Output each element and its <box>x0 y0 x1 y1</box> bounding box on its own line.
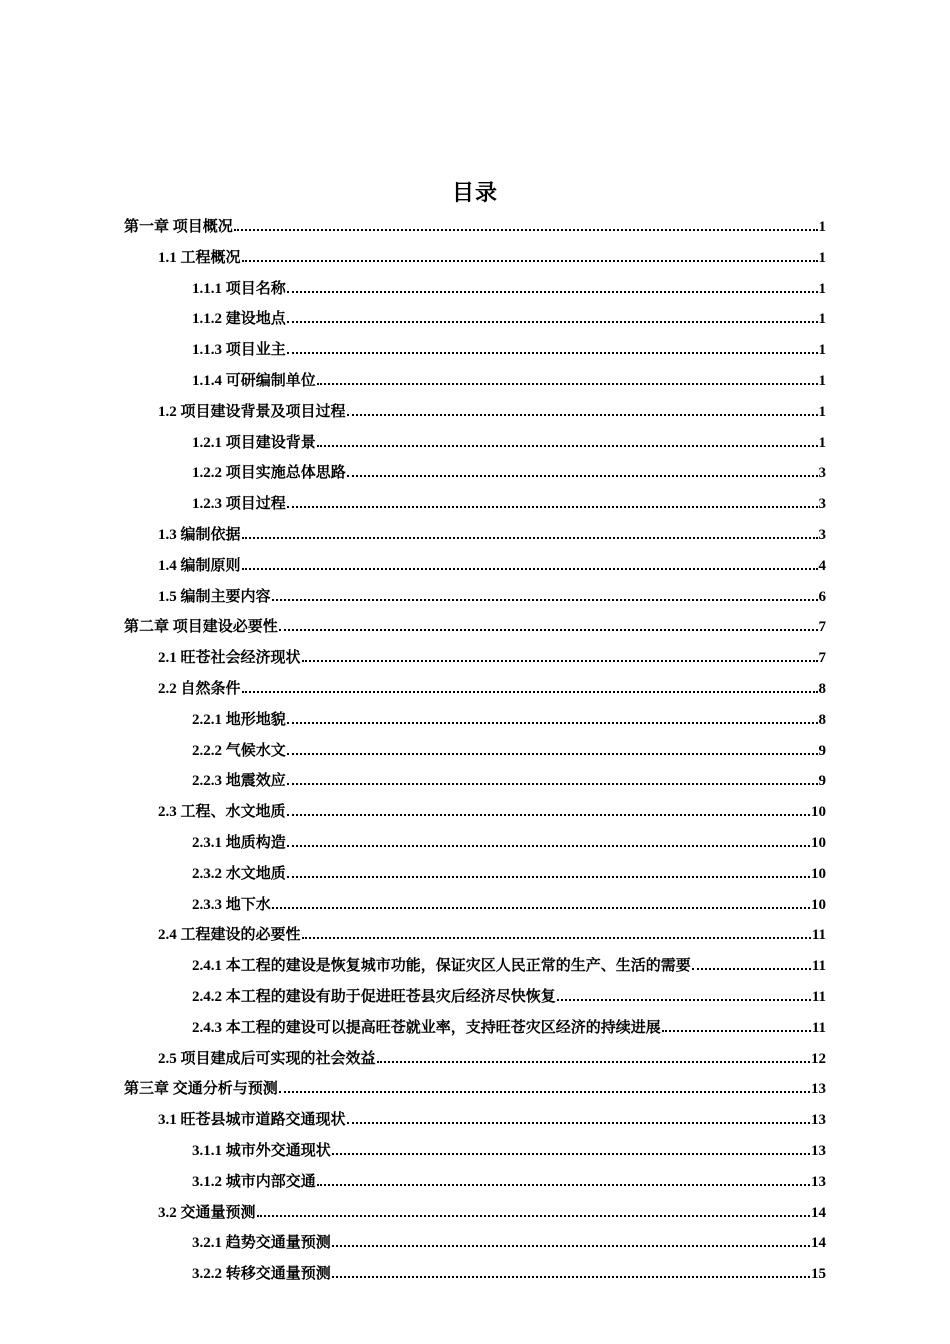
toc-entry-page-number: 9 <box>818 773 826 790</box>
toc-entry-label: 2.4 工程建设的必要性 <box>158 927 301 944</box>
toc-entry-page-number: 11 <box>811 927 826 944</box>
toc-entry-page-number: 10 <box>811 835 826 851</box>
toc-entry[interactable] <box>192 1259 826 1283</box>
toc-dot-leader <box>234 229 818 231</box>
toc-entry[interactable] <box>158 643 826 667</box>
toc-entry[interactable] <box>158 243 826 267</box>
toc-dot-leader <box>287 845 810 847</box>
toc-entry[interactable] <box>158 582 826 606</box>
toc-entry-label: 3.1.1 城市外交通现状 <box>192 1143 331 1159</box>
toc-dot-leader <box>557 999 811 1001</box>
toc-entry-label: 2.2.2 气候水文 <box>192 742 286 759</box>
toc-dot-leader <box>287 783 818 785</box>
toc-entry-label: 2.2.3 地震效应 <box>192 773 286 790</box>
toc-dot-leader <box>257 1215 810 1217</box>
toc-entry[interactable] <box>192 1136 826 1160</box>
toc-entry-page-number: 1 <box>818 219 826 235</box>
toc-dot-leader <box>332 1153 810 1155</box>
toc-entry-label: 1.1.3 项目业主 <box>192 342 286 359</box>
toc-entry[interactable] <box>158 1105 826 1129</box>
toc-entry[interactable] <box>158 551 826 575</box>
toc-entry[interactable] <box>192 859 826 883</box>
toc-entry-page-number: 12 <box>811 1050 826 1067</box>
toc-entry-label: 3.1 旺苍县城市道路交通现状 <box>158 1112 346 1129</box>
toc-entry[interactable] <box>192 766 826 790</box>
toc-entry-label: 3.1.2 城市内部交通 <box>192 1173 316 1190</box>
toc-dot-leader <box>347 475 818 477</box>
toc-entry-label: 2.1 旺苍社会经济现状 <box>158 650 301 667</box>
toc-entry-page-number: 7 <box>818 619 826 636</box>
toc-dot-leader <box>279 1091 810 1093</box>
toc-entry[interactable] <box>192 1013 826 1037</box>
toc-entry[interactable] <box>192 1228 826 1252</box>
toc-entry-label: 1.3 编制依据 <box>158 527 241 543</box>
toc-entry[interactable] <box>124 612 826 636</box>
toc-dot-leader <box>279 629 818 631</box>
toc-dot-leader <box>317 445 818 447</box>
toc-entry[interactable] <box>192 705 826 729</box>
toc-entry-label: 1.1 工程概况 <box>158 249 241 266</box>
toc-dot-leader <box>347 414 818 416</box>
toc-entry-page-number: 1 <box>818 280 826 297</box>
toc-dot-leader <box>332 1276 810 1278</box>
toc-entry[interactable] <box>192 366 826 390</box>
toc-title: 目录 <box>451 180 498 205</box>
toc-entry-page-number: 1 <box>818 249 826 266</box>
toc-entry-page-number: 13 <box>811 1143 826 1159</box>
toc-entry[interactable] <box>158 674 826 698</box>
toc-entry[interactable] <box>192 304 826 328</box>
toc-entry-page-number: 1 <box>818 311 826 328</box>
toc-entry[interactable] <box>192 890 826 914</box>
toc-entry-page-number: 11 <box>811 958 826 975</box>
toc-entry[interactable] <box>192 736 826 760</box>
toc-entry[interactable] <box>192 828 826 852</box>
toc-entry-page-number: 3 <box>818 496 826 513</box>
toc-entry[interactable] <box>192 335 826 359</box>
toc-dot-leader <box>287 352 818 354</box>
toc-dot-leader <box>317 1184 810 1186</box>
toc-entry-label: 2.3.1 地质构造 <box>192 835 286 851</box>
toc-entry-label: 1.5 编制主要内容 <box>158 588 271 605</box>
toc-entry-label: 2.5 项目建成后可实现的社会效益 <box>158 1050 376 1067</box>
toc-entry-label: 2.3 工程、水文地质 <box>158 804 286 821</box>
toc-dot-leader <box>242 568 818 570</box>
toc-entry-label: 1.2.1 项目建设背景 <box>192 434 316 451</box>
toc-entry-page-number: 9 <box>818 742 826 759</box>
toc-entry-page-number: 1 <box>818 403 826 420</box>
toc-entry[interactable] <box>192 428 826 452</box>
toc-dot-leader <box>272 599 818 601</box>
toc-entry-label: 第二章 项目建设必要性 <box>124 619 278 636</box>
toc-entry[interactable] <box>158 1044 826 1068</box>
toc-entry-label: 2.3.2 水文地质 <box>192 865 286 882</box>
toc-entry-page-number: 10 <box>811 896 826 913</box>
toc-dot-leader <box>302 660 818 662</box>
toc-entry-page-number: 3 <box>818 465 826 482</box>
toc-entry-page-number: 6 <box>818 588 826 605</box>
toc-dot-leader <box>332 1245 810 1247</box>
toc-entry-page-number: 1 <box>818 373 826 389</box>
toc-entry[interactable] <box>192 951 826 975</box>
toc-entry-label: 1.1.2 建设地点 <box>192 311 286 328</box>
toc-entry-page-number: 7 <box>818 650 826 667</box>
toc-entry[interactable] <box>192 274 826 298</box>
toc-entry-page-number: 8 <box>818 681 826 697</box>
toc-entry[interactable] <box>124 1074 826 1098</box>
toc-entry-label: 1.2.3 项目过程 <box>192 496 286 513</box>
toc-dot-leader <box>287 814 810 816</box>
toc-dot-leader <box>662 1030 811 1032</box>
toc-entry-page-number: 14 <box>811 1235 826 1252</box>
toc-dot-leader <box>287 291 818 293</box>
toc-entry-label: 1.2 项目建设背景及项目过程 <box>158 403 346 420</box>
toc-dot-leader <box>287 722 818 724</box>
toc-dot-leader <box>287 753 818 755</box>
toc-entry-label: 3.2 交通量预测 <box>158 1204 256 1221</box>
toc-entry-page-number: 1 <box>818 342 826 359</box>
toc-entry[interactable] <box>192 458 826 482</box>
toc-entry-label: 2.4.1 本工程的建设是恢复城市功能，保证灾区人民正常的生产、生活的需要 <box>192 958 691 975</box>
toc-entry-page-number: 10 <box>811 865 826 882</box>
toc-entry[interactable] <box>158 797 826 821</box>
toc-entry[interactable] <box>124 212 826 236</box>
toc-entry[interactable] <box>158 397 826 421</box>
toc-dot-leader <box>287 506 818 508</box>
toc-entry-page-number: 13 <box>811 1112 826 1129</box>
toc-entry-label: 1.1.1 项目名称 <box>192 280 286 297</box>
toc-entry-label: 1.4 编制原则 <box>158 557 241 574</box>
toc-entry-label: 3.2.2 转移交通量预测 <box>192 1266 331 1283</box>
toc-entry-page-number: 13 <box>811 1081 826 1098</box>
toc-entry[interactable] <box>192 1167 826 1191</box>
toc-entry-label: 1.1.4 可研编制单位 <box>192 373 316 389</box>
toc-entry[interactable] <box>192 489 826 513</box>
toc-dot-leader <box>302 937 811 939</box>
toc-entry-label: 2.4.2 本工程的建设有助于促进旺苍县灾后经济尽快恢复 <box>192 989 556 1005</box>
toc-entry[interactable] <box>158 920 826 944</box>
toc-dot-leader <box>272 907 810 909</box>
toc-entry-page-number: 15 <box>811 1266 826 1283</box>
toc-entry-label: 1.2.2 项目实施总体思路 <box>192 465 346 482</box>
toc-entry-page-number: 13 <box>811 1173 826 1190</box>
toc-entry-page-number: 1 <box>818 434 826 451</box>
toc-entry-label: 第三章 交通分析与预测 <box>124 1081 278 1098</box>
toc-entry[interactable] <box>192 982 826 1006</box>
toc-dot-leader <box>242 691 818 693</box>
toc-entry-page-number: 8 <box>818 711 826 728</box>
toc-entry-page-number: 14 <box>811 1204 826 1221</box>
toc-dot-leader <box>287 876 810 878</box>
toc-entry[interactable] <box>158 1198 826 1222</box>
toc-dot-leader <box>287 321 818 323</box>
toc-entry-label: 第一章 项目概况 <box>124 219 233 235</box>
toc-entry-page-number: 11 <box>811 989 826 1005</box>
toc-entry-page-number: 3 <box>818 527 826 543</box>
toc-entry-label: 2.3.3 地下水 <box>192 896 271 913</box>
toc-entry-page-number: 4 <box>818 557 826 574</box>
toc-dot-leader <box>692 968 811 970</box>
toc-dot-leader <box>242 537 818 539</box>
toc-entry-label: 2.2 自然条件 <box>158 681 241 697</box>
toc-entry-label: 2.2.1 地形地貌 <box>192 711 286 728</box>
toc-entry-label: 3.2.1 趋势交通量预测 <box>192 1235 331 1252</box>
toc-entry-page-number: 11 <box>811 1019 826 1036</box>
toc-dot-leader <box>377 1061 810 1063</box>
toc-entry[interactable] <box>158 520 826 544</box>
toc-dot-leader <box>317 383 818 385</box>
toc-entry-page-number: 10 <box>811 804 826 821</box>
toc-dot-leader <box>242 260 818 262</box>
toc-dot-leader <box>347 1122 810 1124</box>
toc-entry-label: 2.4.3 本工程的建设可以提高旺苍就业率，支持旺苍灾区经济的持续进展 <box>192 1019 661 1036</box>
